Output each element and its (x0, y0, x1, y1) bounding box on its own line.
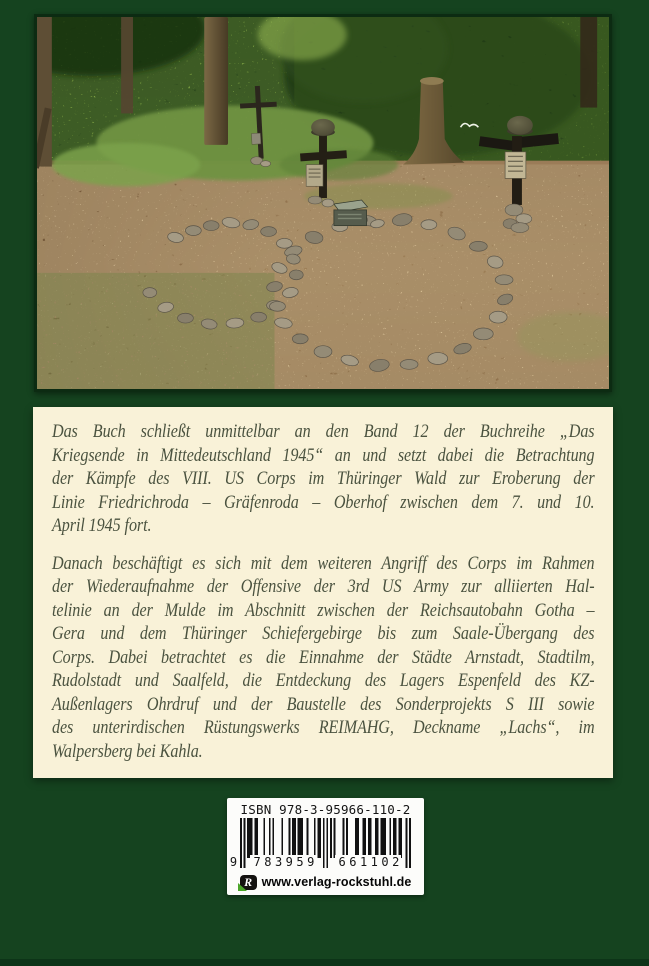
cover-photo (34, 14, 612, 392)
logo-letter: R (244, 874, 253, 889)
publisher-url: www.verlag-rockstuhl.de (261, 875, 412, 889)
bottom-edge-strip (0, 959, 649, 966)
blurb-line: telinie an der Mulde im Abschnitt zwischen der Reichsautobahn Gotha – (52, 599, 595, 621)
blurb-line: Linie Friedrichroda – Gräfenroda – Oberhof zwischen dem 7. und 10. (52, 491, 595, 513)
isbn-label: ISBN 978-3-95966-110-2 (240, 802, 411, 817)
blurb-paragraph-2 (52, 552, 595, 764)
blurb-line: April 1945 fort. (52, 515, 152, 536)
blurb-line: Kriegsende in Mittedeutschland 1945“ an und setzt dabei die Betrachtung (52, 444, 595, 466)
barcode-digit-group-1: 783959 (250, 855, 316, 869)
blurb-line: Rudolstadt und Saalfeld, die Entdeckung des Lagers Espenfeld des KZ- (52, 670, 595, 691)
publisher-row (227, 872, 424, 892)
barcode-digit-group-2: 661102 (335, 855, 401, 869)
memorial-plaque (334, 200, 368, 226)
blurb-line: der Kämpfe des VIII. US Corps im Thüringer Wald zur Eroberung der (52, 468, 595, 489)
blurb-line: Corps. Dabei betrachtet es die Einnahme der Städte Arnstadt, Stadtilm, (52, 646, 595, 668)
blurb-paragraph-1 (52, 420, 595, 538)
blurb-line: Gera und dem Thüringer Schiefergebirge bis zum Saale-Übergang des (52, 623, 595, 644)
blurb-line: der Wiederaufnahme der Offensive der 3rd US Army zur alliierten Hal- (52, 576, 595, 597)
blurb-panel (33, 407, 613, 778)
barcode-digit-lead: 9 (229, 855, 238, 869)
barcode-panel (227, 798, 424, 895)
cover-photo-illustration (37, 17, 609, 389)
blurb-line: Danach beschäftigt es sich mit dem weiteren Angriff des Corps im Rahmen (52, 552, 595, 574)
blurb-line: des unterirdischen Rüstungswerks REIMAHG, Deckname „Lachs“, im (52, 717, 595, 738)
blurb-line: Das Buch schließt unmittelbar an den Band 12 der Buchreihe „Das (52, 421, 595, 442)
blurb-line: Außenlagers Ohrdruf und der Baustelle des Sonderprojekts S III sowie (52, 693, 595, 715)
rockstuhl-logo-icon (240, 875, 257, 890)
blurb-text (52, 420, 595, 763)
blurb-line: Walpersberg bei Kahla. (52, 740, 203, 762)
